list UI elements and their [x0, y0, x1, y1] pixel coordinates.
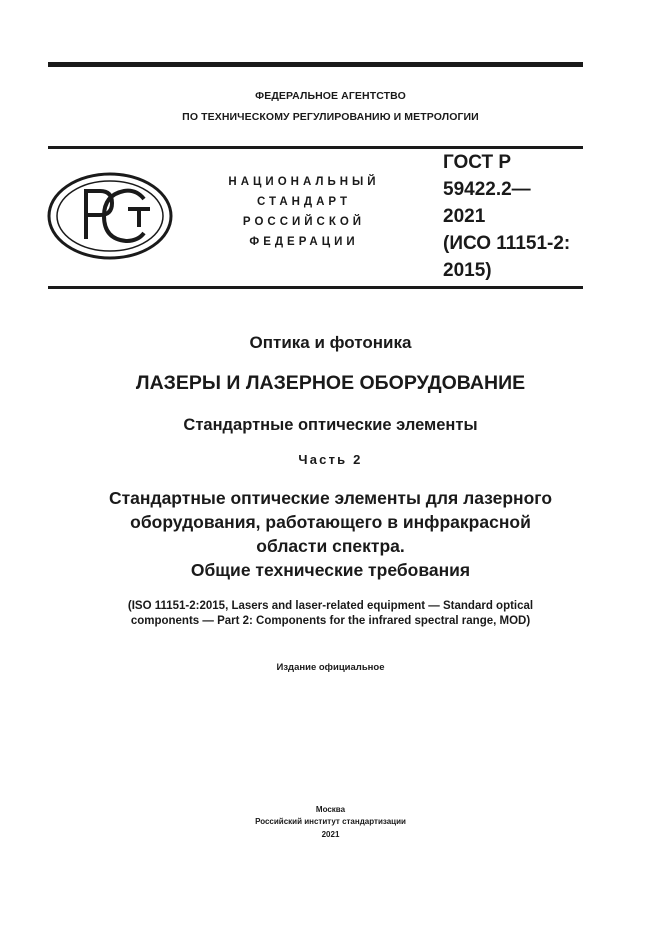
designation-line-4: (ИСО 11151-2: — [443, 233, 571, 254]
national-standard-line-1: НАЦИОНАЛЬНЫЙ — [228, 176, 380, 188]
edition-label: Издание официальное — [276, 662, 385, 673]
main-title: ЛАЗЕРЫ И ЛАЗЕРНОЕ ОБОРУДОВАНИЕ — [135, 372, 526, 394]
national-standard-line-3: РОССИЙСКОЙ — [242, 216, 366, 228]
designation-line-1: ГОСТ Р — [443, 152, 512, 173]
part-title-line-2: оборудования, работающего в инфракрасной — [130, 512, 531, 532]
footer-publisher: Российский институт стандартизации — [255, 817, 406, 826]
part-label: Часть 2 — [298, 452, 363, 467]
designation-line-5: 2015) — [443, 260, 492, 281]
iso-reference-line-1: (ISO 11151-2:2015, Lasers and laser-related equipment — Standard optical — [127, 600, 534, 612]
designation-line-3: 2021 — [443, 206, 486, 227]
iso-reference-line-2: components — Part 2: Components for the infrared spectral range, MOD) — [130, 615, 531, 627]
part-title-line-3: области спектра. — [256, 536, 405, 556]
field-title: Оптика и фотоника — [249, 333, 412, 352]
national-standard-line-2: СТАНДАРТ — [257, 196, 351, 208]
part-title-line-1: Стандартные оптические элементы для лазерного — [108, 488, 553, 508]
subtitle: Стандартные оптические элементы — [183, 416, 478, 434]
footer-year: 2021 — [321, 830, 340, 839]
designation-line-2: 59422.2— — [443, 179, 531, 200]
standard-block-divider — [48, 286, 583, 289]
gost-r-logo-icon — [46, 171, 176, 261]
top-rule — [48, 62, 583, 67]
agency-line-1: ФЕДЕРАЛЬНОЕ АГЕНТСТВО — [255, 90, 406, 102]
part-title-line-4: Общие технические требования — [190, 560, 471, 580]
gost-r-logo — [46, 171, 176, 261]
agency-line-2: ПО ТЕХНИЧЕСКОМУ РЕГУЛИРОВАНИЮ И МЕТРОЛОГИИ — [182, 111, 479, 123]
footer-city: Москва — [315, 805, 346, 814]
national-standard-line-4: ФЕДЕРАЦИИ — [249, 236, 359, 248]
